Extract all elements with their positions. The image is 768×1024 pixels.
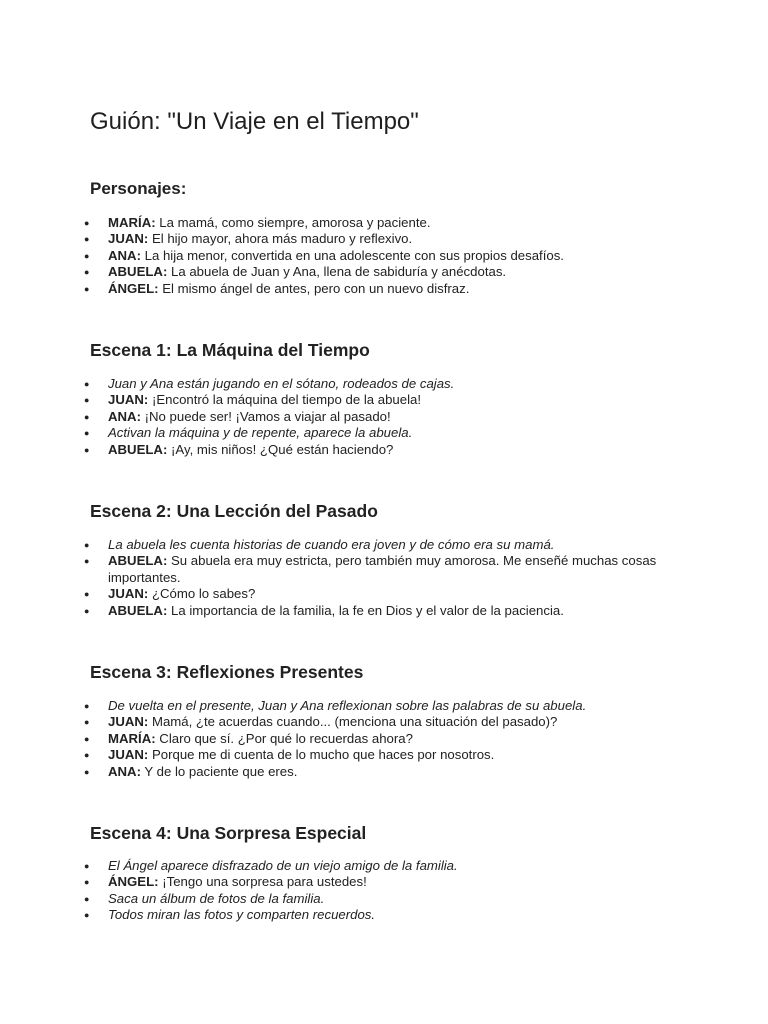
- line-text: ¿Cómo lo sabes?: [148, 586, 256, 602]
- characters-list: [84, 215, 684, 297]
- speaker-name: ABUELA:: [108, 264, 168, 280]
- stage-direction-text: El Ángel aparece disfrazado de un viejo amigo de la familia.: [108, 858, 458, 873]
- scene-2-heading: Escena 2: Una Lección del Pasado: [90, 501, 378, 521]
- line-text: Su abuela era muy estricta, pero también muy amorosa. Me enseñé muchas cosas importantes.: [108, 553, 657, 585]
- dialogue-line: [84, 714, 684, 730]
- line-text: El mismo ángel de antes, pero con un nuevo disfraz.: [158, 280, 470, 296]
- stage-direction: [84, 376, 684, 392]
- stage-direction: [84, 537, 684, 553]
- dialogue-line: [84, 874, 684, 890]
- line-text: Y de lo paciente que eres.: [140, 763, 298, 779]
- speaker-name: ÁNGEL:: [108, 280, 159, 296]
- speaker-name: JUAN:: [108, 714, 149, 730]
- dialogue-line: [84, 731, 684, 747]
- speaker-name: ANA:: [108, 408, 141, 424]
- dialogue-line: [84, 442, 684, 458]
- dialogue-line: [84, 586, 684, 602]
- line-text: ¡Tengo una sorpresa para ustedes!: [158, 874, 367, 890]
- line-text: Mamá, ¿te acuerdas cuando... (menciona una situación del pasado)?: [148, 714, 558, 730]
- scene-3-list: [84, 698, 684, 780]
- stage-direction-text: La abuela les cuenta historias de cuando era joven y de cómo era su mamá.: [108, 537, 555, 552]
- scene-3-heading: Escena 3: Reflexiones Presentes: [90, 662, 364, 682]
- dialogue-line: [84, 231, 684, 247]
- speaker-name: ÁNGEL:: [108, 874, 159, 890]
- speaker-name: ABUELA:: [108, 602, 168, 618]
- line-text: ¡Ay, mis niños! ¿Qué están haciendo?: [167, 441, 394, 457]
- stage-direction: [84, 907, 684, 923]
- stage-direction: [84, 698, 684, 714]
- dialogue-line: [84, 603, 684, 619]
- line-text: ¡No puede ser! ¡Vamos a viajar al pasado!: [140, 408, 391, 424]
- dialogue-line: [84, 281, 684, 297]
- speaker-name: ANA:: [108, 247, 141, 263]
- scene-1-list: [84, 376, 684, 458]
- speaker-name: JUAN:: [108, 747, 149, 763]
- stage-direction-text: De vuelta en el presente, Juan y Ana reflexionan sobre las palabras de su abuela.: [108, 698, 587, 713]
- line-text: La hija menor, convertida en una adolescente con sus propios desafíos.: [140, 247, 564, 263]
- dialogue-line: [84, 248, 684, 264]
- scene-2-list: [84, 537, 684, 619]
- line-text: Porque me di cuenta de lo mucho que haces por nosotros.: [148, 747, 495, 763]
- speaker-name: MARÍA:: [108, 215, 156, 230]
- dialogue-line: [84, 215, 684, 231]
- speaker-name: ABUELA:: [108, 441, 168, 457]
- line-text: La abuela de Juan y Ana, llena de sabiduría y anécdotas.: [167, 264, 507, 280]
- dialogue-line: [84, 392, 684, 408]
- stage-direction: [84, 425, 684, 441]
- speaker-name: JUAN:: [108, 392, 149, 408]
- line-text: La mamá, como siempre, amorosa y paciente.: [155, 215, 431, 230]
- scene-1-heading: Escena 1: La Máquina del Tiempo: [90, 340, 370, 360]
- speaker-name: ANA:: [108, 763, 141, 779]
- speaker-name: JUAN:: [108, 586, 149, 602]
- stage-direction-text: Saca un álbum de fotos de la familia.: [108, 890, 325, 906]
- dialogue-line: [84, 409, 684, 425]
- line-text: El hijo mayor, ahora más maduro y reflexivo.: [148, 231, 413, 247]
- dialogue-line: [84, 264, 684, 280]
- characters-heading: Personajes:: [90, 179, 187, 198]
- speaker-name: MARÍA:: [108, 730, 156, 746]
- scene-4-heading: Escena 4: Una Sorpresa Especial: [90, 823, 367, 843]
- document-title: Guión: "Un Viaje en el Tiempo": [90, 108, 419, 135]
- stage-direction: [84, 858, 684, 874]
- speaker-name: ABUELA:: [108, 553, 168, 569]
- stage-direction-text: Juan y Ana están jugando en el sótano, rodeados de cajas.: [108, 376, 455, 391]
- speaker-name: JUAN:: [108, 231, 149, 247]
- stage-direction: [84, 891, 684, 907]
- stage-direction-text: Activan la máquina y de repente, aparece la abuela.: [108, 425, 413, 441]
- line-text: Claro que sí. ¿Por qué lo recuerdas ahora?: [155, 730, 413, 746]
- dialogue-line: [84, 764, 684, 780]
- dialogue-line: [84, 553, 684, 586]
- line-text: ¡Encontró la máquina del tiempo de la abuela!: [148, 392, 422, 408]
- stage-direction-text: Todos miran las fotos y comparten recuerdos.: [108, 907, 376, 923]
- dialogue-line: [84, 747, 684, 763]
- line-text: La importancia de la familia, la fe en Dios y el valor de la paciencia.: [167, 602, 564, 618]
- scene-4-list: [84, 858, 684, 924]
